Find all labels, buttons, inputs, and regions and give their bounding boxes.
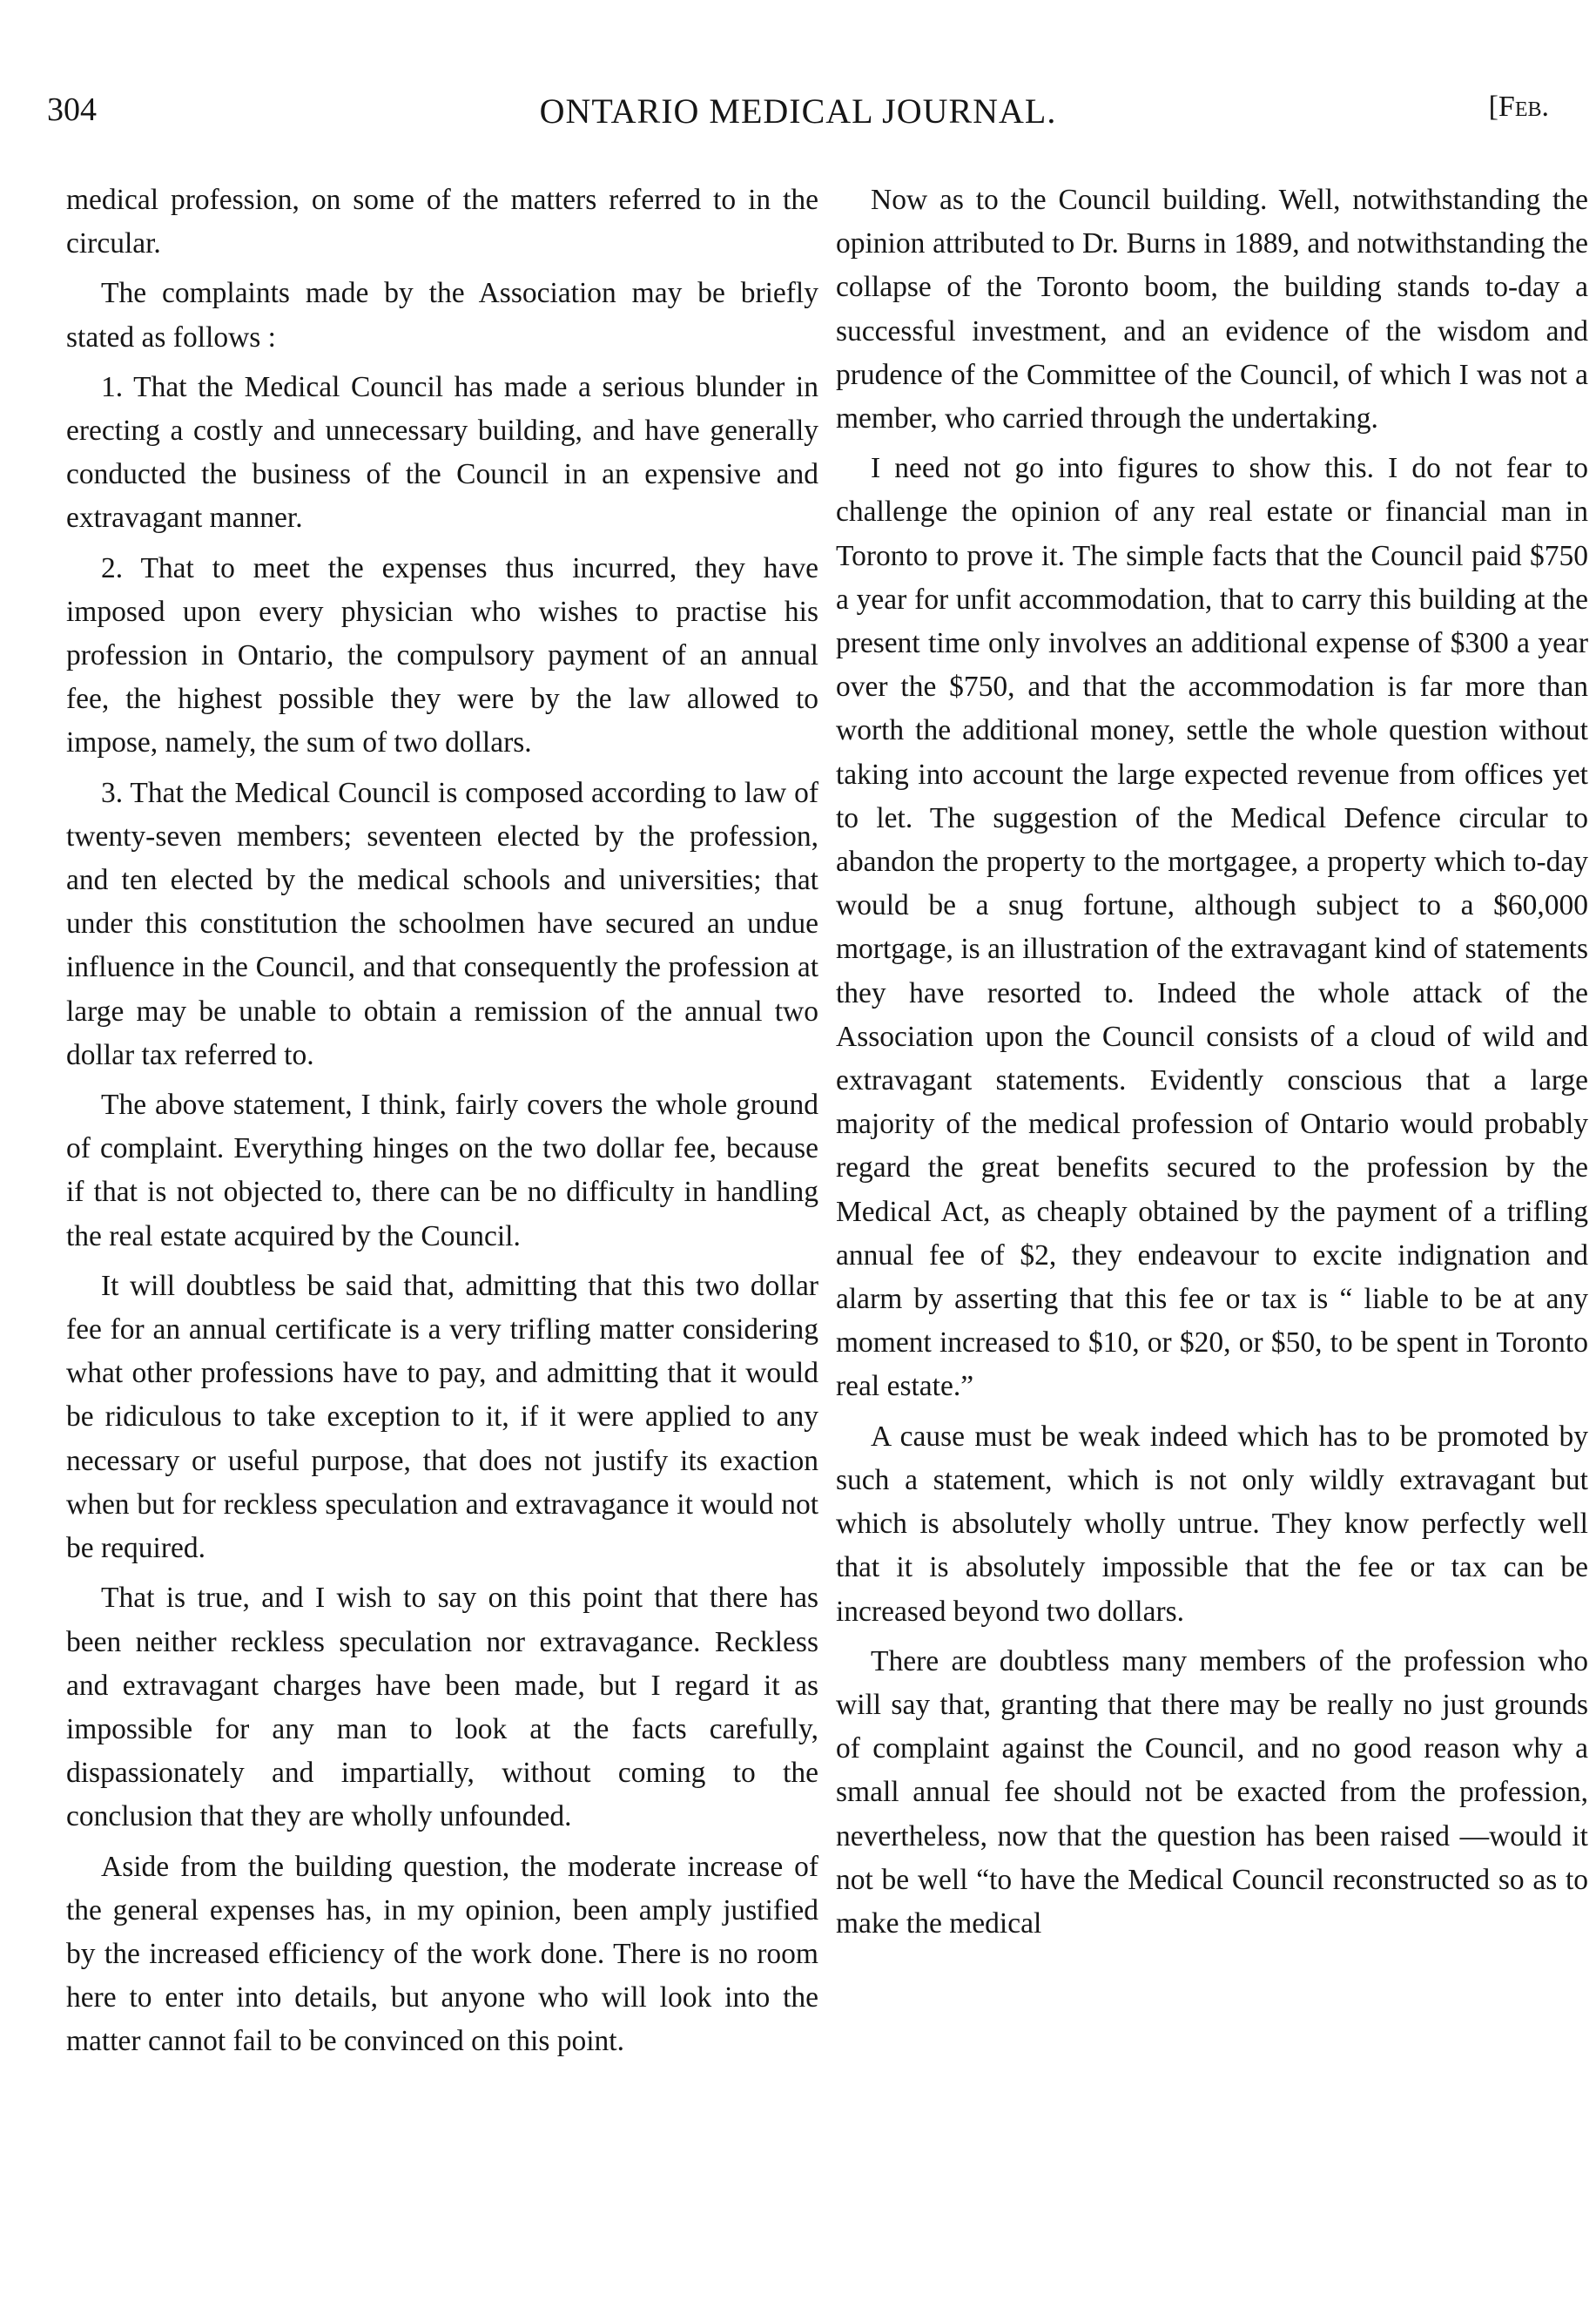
complaint-item: 3. That the Medical Council is composed according to law of twenty-seven members; seventeen elected by the profession, and ten elected by the medical schools and universities; that under this constitution the schoolmen have secured an undue influence in the Council, and that consequently the profession at large may be unable to obtain a remission of the annual two dollar tax referred to. [66, 776, 818, 1071]
paragraph: A cause must be weak indeed which has to be promoted by such a statement, which is not only wildly extravagant but which is absolutely wholly untrue. They know perfectly well that it is absolutely impossible that the fee or tax can be increased beyond two dollars. [836, 1420, 1588, 1628]
paragraph: Aside from the building question, the moderate increase of the general expenses has, in my opinion, been amply justified by the increased efficiency of the work done. There is no room here to enter into details, but anyone who will look into the matter cannot fail to be convinced on this point. [66, 1850, 818, 2058]
page-number: 304 [47, 91, 97, 128]
left-column [66, 179, 818, 2070]
running-header [47, 91, 1549, 143]
paragraph: medical profession, on some of the matters referred to in the circular. [66, 184, 818, 260]
complaint-item: 2. That to meet the expenses thus incurred, they have imposed upon every physician who wishes to practise his profession in Ontario, the compulsory payment of an annual fee, the highest possible they were by the law allowed to impose, namely, the sum of two dollars. [66, 551, 818, 759]
issue-month: [Feb. [1488, 91, 1549, 123]
paragraph: There are doubtless many members of the profession who will say that, granting that there may be really no just grounds of complaint against the Council, and no good reason why a small annual fee should not be exacted from the profession, nevertheless, now that the question has been raised —would it not be well “to have the Medical Council reconstructed so as to make the medical [836, 1644, 1588, 1940]
paragraph: Now as to the Council building. Well, notwithstanding the opinion attributed to Dr. Burns in 1889, and notwithstanding the collapse of the Toronto boom, the building stands to-day a successful investment, and an evidence of the wisdom and prudence of the Committee of the Council, of which I was not a member, who carried through the undertaking. [836, 184, 1588, 435]
paragraph: The above statement, I think, fairly covers the whole ground of complaint. Everything hinges on the two dollar fee, because if that is not objected to, there can be no difficulty in handling the real estate acquired by the Council. [66, 1089, 818, 1252]
paragraph: It will doubtless be said that, admitting that this two dollar fee for an annual certificate is a very trifling matter considering what other professions have to pay, and admitting that it would be ridiculous to take exception to it, if it were applied to any necessary or useful purpose, that does not justify its exaction when but for reckless speculation and extravagance it would not be required. [66, 1269, 818, 1565]
paragraph: That is true, and I wish to say on this point that there has been neither reckless speculation nor extravagance. Reckless and extravagant charges have been made, but I regard it as impossible for any man to look at the facts carefully, dispassionately and impartially, without coming to the conclusion that they are wholly unfounded. [66, 1582, 818, 1833]
paragraph: The complaints made by the Association may be briefly stated as follows : [66, 277, 818, 354]
complaint-item: 1. That the Medical Council has made a serious blunder in erecting a costly and unnecessary building, and have generally conducted the business of the Council in an expensive and extravagant manner. [66, 370, 818, 535]
right-column [836, 179, 1588, 1952]
paragraph: I need not go into figures to show this. I do not fear to challenge the opinion of any real estate or financial man in Toronto to prove it. The simple facts that the Council paid $750 a year for unfit accommodation, that to carry this building at the present time only involves an additional expense of $300 a year over the $750, and that the accommodation is far more than worth the additional money, settle the whole question without taking into account the large expected revenue from offices yet to let. The suggestion of the Medical Defence circular to abandon the property to the mortgagee, a property which to-day would be a snug fortune, although subject to a $60,000 mortgage, is an illustration of the extravagant kind of statements they have resorted to. Indeed the whole attack of the Association upon the Council consists of a cloud of wild and extravagant statements. Evidently conscious that a large majority of the medical profession of Ontario would probably regard the great benefits secured to the profession by the Medical Act, as cheaply obtained by the payment of a trifling annual fee of $2, they endeavour to excite indignation and alarm by asserting that this fee or tax is “ liable to be at any moment increased to $10, or $20, or $50, to be spent in Toronto real estate.” [836, 452, 1588, 1403]
journal-title: ONTARIO MEDICAL JOURNAL. [539, 91, 1057, 131]
